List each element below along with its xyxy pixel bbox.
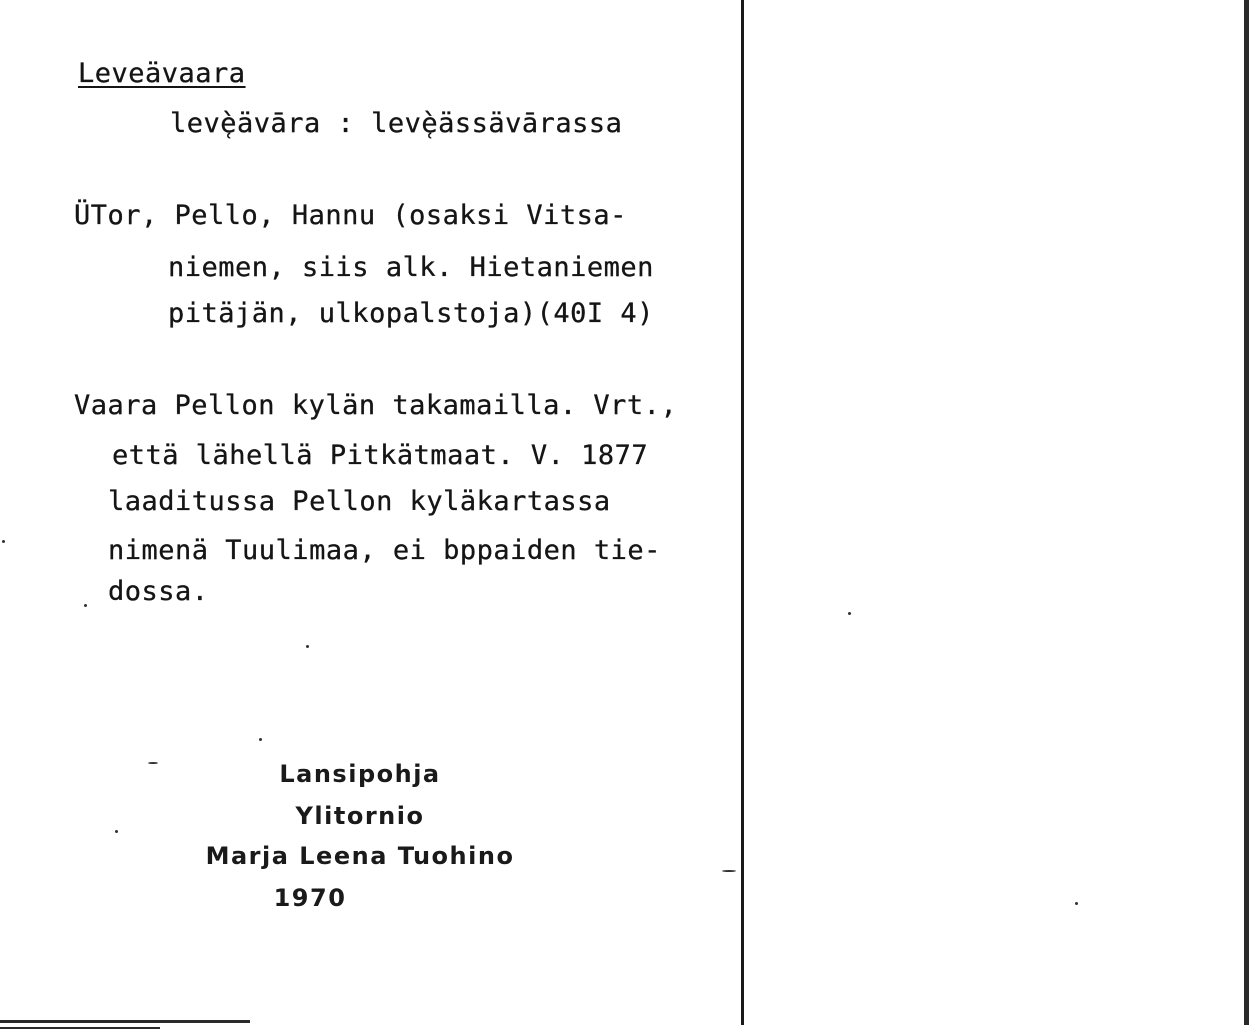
bottom-rule-thin — [0, 1027, 160, 1029]
pronunciation: levè̜ävāra : levè̜ässävārassa — [170, 108, 623, 139]
headword: Leveävaara — [78, 58, 246, 89]
source-line-3: pitäjän, ulkopalstoja)(40I 4) — [168, 298, 654, 329]
stamp-year: 1970 — [273, 884, 347, 912]
card-edge-line — [741, 0, 744, 1025]
scan-speck — [259, 738, 262, 741]
scan-speck — [306, 645, 309, 648]
source-line-1: ÜTor, Pello, Hannu (osaksi Vitsa- — [74, 200, 627, 231]
description-line-4: nimenä Tuulimaa, ei bppaiden tie- — [108, 535, 661, 566]
stamp-collector: Marja Leena Tuohino — [205, 842, 515, 870]
stamp-region: Lansipohja — [279, 760, 441, 788]
description-line-5: dossa. — [108, 576, 209, 607]
source-line-2: niemen, siis alk. Hietaniemen — [168, 252, 654, 283]
scan-speck — [722, 870, 736, 872]
scan-speck — [115, 830, 118, 833]
description-line-1: Vaara Pellon kylän takamailla. Vrt., — [74, 390, 678, 421]
scan-speck — [84, 604, 87, 607]
scan-speck — [848, 612, 851, 615]
description-line-3: laaditussa Pellon kyläkartassa — [108, 486, 611, 517]
scan-speck — [2, 540, 5, 543]
description-line-2: että lähellä Pitkätmaat. V. 1877 — [112, 440, 649, 471]
scan-speck — [148, 762, 158, 764]
scan-speck — [1075, 902, 1078, 905]
stamp-parish: Ylitornio — [295, 802, 425, 830]
bottom-rule — [0, 1020, 250, 1023]
scan-right-edge — [1244, 0, 1249, 1025]
